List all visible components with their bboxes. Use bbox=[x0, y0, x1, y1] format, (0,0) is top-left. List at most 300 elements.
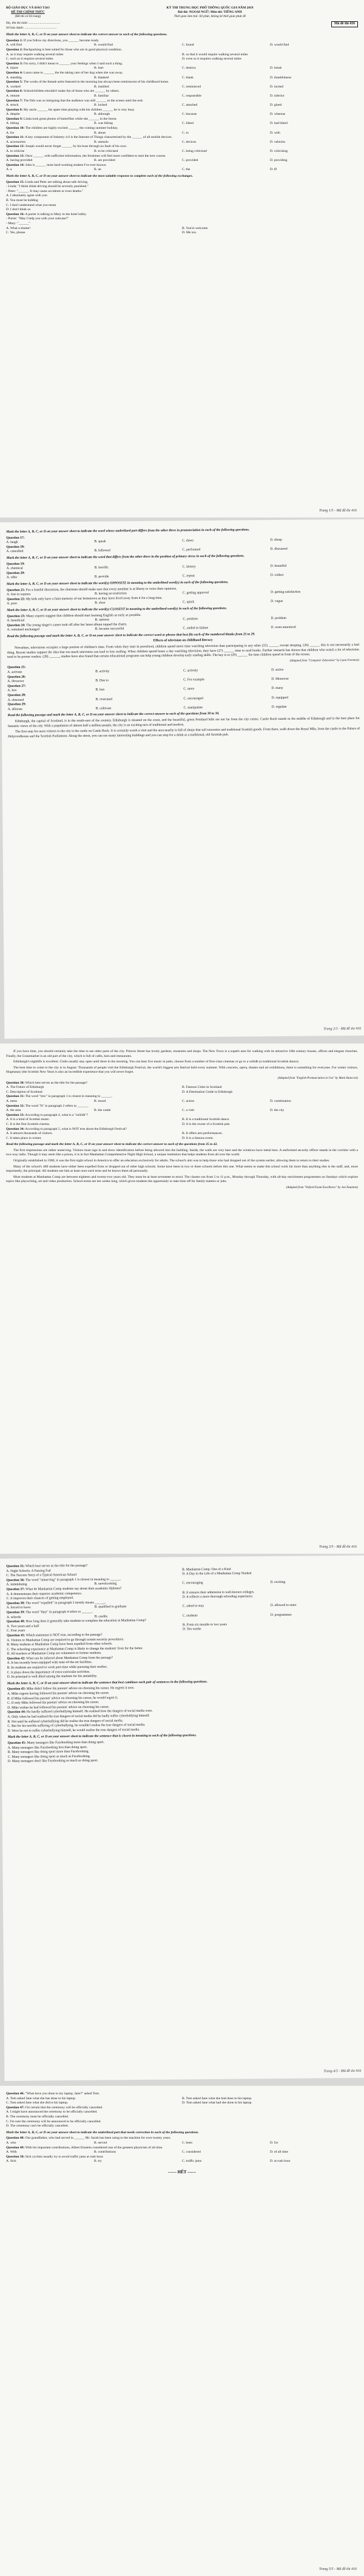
answer-options bbox=[6, 112, 358, 117]
exam-page-5 bbox=[0, 2086, 364, 2576]
passage-1-text: Nowadays, televisions occupies a large portion of children's time. From when they start in preschool, children spend more time watching television than participating in any other (25) ______ except sleeping. (26) ______ this is not necessarily a bad thing. Recent studies support the idea that too much television can lead to less reading. When children spend hours a day watching television, they have (27) ______ time to read books. Further research has shown that children who watch a lot of television tend to be poorer readers. (28) ______, studies have also found that certain educational programs can help young children develop early reading skills. The key is to (29) ______ the time children spend in front of the screen. bbox=[7, 643, 359, 660]
instruction-8: Read the following passage and mark the letter A, B, C, or D on your answer sheet to indicate the correct answer to each of the questions from 30 to 34. bbox=[7, 712, 220, 718]
answer-option: D. exciting bbox=[270, 1580, 286, 1585]
answer-option: D. would find bbox=[270, 43, 289, 47]
answer-option: B. opinion bbox=[95, 618, 110, 622]
answer-option: C. being criticised bbox=[182, 149, 207, 154]
instruction-6: Mark the letter A, B, C, or D on your answer sheet to indicate the word(s) CLOSEST in meaning to the underlined word(s) in each of the following questions. bbox=[7, 606, 228, 612]
answer-option: A. cancelled bbox=[6, 550, 24, 554]
reading-1-questions bbox=[6, 1081, 358, 1141]
answer-option: C. But for his terrible suffering of cyberbullying, he wouldn't realise the true dangers of social media. bbox=[7, 1723, 146, 1729]
answer-option: A. Two years and a half bbox=[6, 1624, 39, 1628]
exam-page-3 bbox=[0, 1044, 364, 1554]
answer-option: A. It attracts thousands of visitors. bbox=[6, 1132, 53, 1136]
answer-option: A. Mike regrets having followed his parents' advice on choosing his career. bbox=[7, 1691, 110, 1696]
answer-options bbox=[6, 185, 358, 213]
answer-option: D. sheep bbox=[270, 538, 282, 542]
answer-options bbox=[6, 1109, 358, 1113]
passage-1-title: Effects of television on childhood literacy bbox=[153, 638, 213, 643]
answer-option: C. found bbox=[182, 43, 194, 47]
answer-option: C. If only Mike followed his parents' advice on choosing his career. bbox=[7, 1700, 99, 1706]
answer-option: A. activate bbox=[7, 670, 22, 674]
answer-option: C. getting approval bbox=[183, 591, 209, 595]
question-text: My kids only have a faint memory of our hometown as they have lived away from it for a long time. bbox=[25, 596, 163, 601]
answer-option: A. The Future of Edinburgh bbox=[6, 1085, 44, 1090]
answer-options bbox=[8, 1743, 360, 1764]
answer-options bbox=[6, 1099, 358, 1104]
answer-option: A. Night Schools: A Passing Fad bbox=[6, 1568, 51, 1573]
answer-option: A. despite bbox=[6, 112, 20, 117]
question-item bbox=[6, 1104, 358, 1113]
question-item bbox=[6, 62, 358, 71]
question-stem bbox=[6, 154, 358, 159]
answer-option: B. although bbox=[94, 112, 110, 117]
page-footer-3: Trang 3/5 - Mã đề thi 416 bbox=[318, 1545, 357, 1549]
question-number: Question 17: bbox=[6, 536, 25, 540]
answer-option: D. Mike wishes he had followed his parents' advice on choosing his career. bbox=[7, 1705, 110, 1710]
answer-option: A. remote bbox=[6, 94, 20, 98]
closest-questions bbox=[7, 611, 359, 632]
answer-option: C. dawn bbox=[182, 539, 194, 543]
answer-option: B. overrated bbox=[95, 697, 113, 702]
exchange-list bbox=[6, 180, 358, 236]
question-item bbox=[7, 1654, 359, 1680]
question-item bbox=[6, 2106, 358, 2129]
answer-option: C. It improves their chances of getting employed. bbox=[6, 1596, 74, 1601]
answer-option: C. ended in failure bbox=[183, 626, 209, 630]
question-number: Question 19: bbox=[6, 562, 25, 566]
question-stem bbox=[6, 62, 358, 67]
exam-page-2 bbox=[0, 519, 364, 1039]
question-number: Question 30: bbox=[6, 1081, 25, 1085]
answer-option: B. would find bbox=[94, 43, 113, 47]
question-text: The word "expelled" in paragraph 3 mostly means ______. bbox=[24, 1601, 106, 1605]
answer-option: D. with bbox=[270, 131, 280, 135]
exam-time: Thời gian làm bài: 60 phút, không kể thời gian phát đề bbox=[174, 15, 246, 18]
answer-option: B. It is a traditional Scottish dance. bbox=[182, 1118, 230, 1122]
instruction-7: Read the following passage and mark the letter A, B, C, or D on your answer sheet to indicate the correct word or phrase that best fits each of the numbered blanks from 25 to 29. bbox=[7, 632, 255, 638]
question-text: The word "mix" in paragraph 1 is closest in meaning to ______. bbox=[24, 1095, 113, 1099]
question-number: Question 47: bbox=[6, 2105, 25, 2110]
answer-option: D. Tom asked Jane what had she done to his laptop. bbox=[182, 2101, 252, 2105]
page-footer-4: Trang 4/5 - Mã đề thi 416 bbox=[323, 2069, 362, 2074]
answer-option: C. reminisced bbox=[182, 84, 201, 89]
answer-option: D. Ø bbox=[270, 168, 277, 172]
answer-option: C. Description of Scotland bbox=[6, 1090, 42, 1094]
answer-option: D. programmes bbox=[270, 1613, 292, 1617]
question-number: Question 12: bbox=[6, 145, 25, 149]
answer-option: B. It ensures their admission to well-known colleges. bbox=[182, 1590, 255, 1594]
question-text: If you follow my directions, you ______ become ready. bbox=[22, 38, 99, 43]
question-item bbox=[6, 1113, 358, 1127]
answer-option: A. It has recently been equipped with state-of-the-art facilities. bbox=[7, 1661, 92, 1666]
answer-option: C. It is the first Scottish cinema. bbox=[6, 1122, 50, 1126]
passage-2-para-2: The first stop for most visitors to the city is the castle on Castle Rock. It is certainly worth a visit and the area nearby is full of shops that sell souvenirs and traditional Scottish goods. From there, walk down the Royal Mile, from the castle to the Palace of Holyroodhouse and the Scottish Parliament. Along the street, you can see many interesting buildings and you can stop for a drink at a traditional, old Scottish pub. bbox=[8, 726, 360, 739]
question-text: Many experts suggest that children should start learning English as early as possible. bbox=[25, 613, 141, 618]
answer-option: C. repeat bbox=[182, 574, 195, 578]
combine-questions bbox=[7, 1684, 360, 1734]
instruction-3: Mark the letter A, B, C, or D on your answer sheet to indicate the word whose underlined part differs from the other three in pronunciation in each of the following questions. bbox=[6, 528, 250, 534]
question-number: Question 13: bbox=[6, 154, 25, 158]
answer-option: B. Due to bbox=[95, 678, 109, 683]
answer-option: D. criticising bbox=[270, 149, 288, 154]
question-text: With his important contributions, Albert Einstein considered one of the greatest physicists of all time. bbox=[24, 2145, 163, 2150]
question-text: "What have you done to my laptop, Jane?" asked Tom. bbox=[24, 2092, 100, 2096]
answer-option: B. so that it would require walking several miles bbox=[182, 52, 248, 56]
answer-option: A. for bbox=[6, 131, 15, 135]
answer-option: D. discussed bbox=[270, 547, 288, 552]
answer-option: C. devices bbox=[182, 140, 197, 144]
answer-options bbox=[6, 2141, 358, 2146]
answer-option: C. such as it requires several miles bbox=[6, 57, 53, 61]
answer-option: C. attached bbox=[182, 103, 198, 108]
answer-option: B. You must be kidding bbox=[6, 198, 38, 202]
question-item bbox=[6, 2146, 358, 2155]
question-item bbox=[6, 39, 358, 48]
passage-2-para-3: If you have time, you should certainly take the time to see other parts of the city. Princes Street has lovely gardens, museums and shops. The New Town is a superb area for walking with its attractive 18th century houses, offices and elegant churches. Finally, the Grassmarket is an old part of the city, which is full of cafés, bars and restaurants. bbox=[6, 1050, 358, 1058]
answer-option: D. beautiful bbox=[270, 564, 287, 569]
answer-options bbox=[6, 159, 358, 163]
answer-option: D. for bbox=[270, 2140, 278, 2145]
answer-options bbox=[7, 1658, 359, 1679]
question-stem bbox=[6, 1081, 358, 1086]
question-text: According to paragraph 5, what is NOT true about the Edinburgh Festival? bbox=[24, 1127, 127, 1131]
answer-option: A. struck bbox=[6, 103, 19, 108]
answer-option: B. horrific bbox=[94, 565, 109, 570]
answer-option: B. Many teenagers like doing sport more than Facebooking. bbox=[7, 1749, 90, 1755]
answer-option: D. Many teenagers don't like Facebooking as much as doing sport. bbox=[7, 1758, 98, 1764]
question-stem bbox=[6, 1113, 358, 1118]
answer-option: A. What a shame! bbox=[6, 226, 31, 230]
answer-option: C. provided bbox=[182, 159, 198, 163]
question-text: Schoolchildren shouldn't make fun of those who are ______ by others. bbox=[22, 89, 120, 94]
question-item bbox=[6, 135, 358, 145]
answer-option: C. destroy bbox=[182, 66, 196, 70]
answer-option: - Peter: "______. It may cause accidents or even deaths." bbox=[6, 189, 84, 193]
answer-option: D. It reflects a more thorough schooling experience. bbox=[182, 1594, 254, 1599]
answer-option: C. responsible bbox=[182, 94, 202, 98]
answer-option: B. cultivate bbox=[95, 706, 112, 711]
answer-option: A. having provided bbox=[6, 159, 33, 163]
question-number: Question 46: bbox=[6, 2092, 25, 2096]
answer-option: D. at rush hour bbox=[270, 2159, 291, 2164]
answer-option: A. few bbox=[7, 689, 17, 693]
answer-option: B. contributions bbox=[94, 2150, 116, 2154]
answer-option: D. incited bbox=[270, 84, 284, 89]
answer-option: D. Ten weeks bbox=[183, 1627, 201, 1631]
answer-option: D. combination bbox=[270, 1099, 291, 1103]
question-number: Question 11: bbox=[6, 135, 24, 140]
answer-option: D. glued bbox=[270, 103, 282, 108]
answer-option: B. Many students at Manhattan Comp have been expelled from other schools. bbox=[7, 1642, 113, 1647]
question-stem bbox=[6, 117, 358, 122]
question-stem bbox=[6, 2092, 358, 2097]
question-number: Question 1: bbox=[6, 38, 23, 43]
question-stem bbox=[6, 2146, 358, 2151]
question-number: Question 43: bbox=[7, 1687, 26, 1692]
end-mark: ------ HẾT ------ bbox=[167, 2169, 197, 2175]
answer-option: D. inferior bbox=[270, 94, 285, 98]
question-text: My uncle ______ his spare time playing with his children ______ he is very busy. bbox=[22, 108, 135, 112]
question-item bbox=[8, 1738, 360, 1765]
answer-option: A. worked bbox=[6, 84, 21, 89]
passage-2-para-4: Edinburgh's nightlife is excellent. Clubs usually stay open until three in the morning. You can hear live music in pubs, choose from a number of first-class cinemas or go to a ceilidh (a traditional Scottish dance). bbox=[13, 1060, 299, 1064]
reading-2-questions bbox=[6, 1562, 359, 1680]
answer-option: D. vehicles bbox=[270, 140, 286, 144]
answer-option: A. poor bbox=[7, 602, 18, 606]
header-left bbox=[6, 6, 50, 19]
question-number: Question 44: bbox=[7, 1710, 26, 1715]
opposite-questions bbox=[7, 585, 359, 606]
answer-option: D. of all time bbox=[270, 2150, 288, 2154]
answer-option: D. vague bbox=[271, 600, 283, 604]
answer-option: B. about bbox=[94, 131, 106, 135]
answer-option: D. whereas bbox=[270, 112, 286, 117]
question-number: Question 48: bbox=[6, 2136, 25, 2140]
answer-option: C. a visit bbox=[182, 1109, 195, 1113]
exam-title: KỲ THI TRUNG HỌC PHỔ THÔNG QUỐC GIA NĂM 2019 bbox=[166, 6, 254, 10]
answer-options bbox=[6, 121, 358, 126]
answer-options bbox=[7, 1635, 359, 1656]
answer-option: B. became successful bbox=[95, 627, 124, 631]
answer-option: B. hurt bbox=[94, 66, 104, 70]
answer-option: B. qualified to graduate bbox=[94, 1605, 127, 1609]
question-item bbox=[6, 213, 358, 236]
question-item bbox=[6, 108, 358, 117]
question-number: Question 23: bbox=[7, 614, 25, 618]
ministry-name: BỘ GIÁO DỤC VÀ ĐÀO TẠO bbox=[6, 6, 50, 10]
question-item bbox=[7, 1707, 359, 1734]
question-item bbox=[6, 1095, 358, 1104]
answer-option: C. considered bbox=[182, 2150, 201, 2154]
answer-option: B. Manhattan Comp: One of a Kind bbox=[182, 1567, 231, 1571]
question-text: The works of the female artist featured in the morning has always been reminiscent of his childhood home. bbox=[22, 80, 169, 84]
answer-option: C. I'm sure the ceremony will be announced to be officially cancelled. bbox=[6, 2119, 101, 2123]
question-text: Many teenagers like Facebooking more than doing sport. bbox=[25, 1740, 105, 1745]
candidate-name-field: Họ, tên thí sinh: ..................................... bbox=[6, 21, 61, 25]
question-text: Which best serves as the title for the passage? bbox=[24, 1563, 88, 1568]
question-stem bbox=[6, 71, 358, 76]
answer-option: C. traffic jams bbox=[182, 2159, 202, 2164]
question-number: Question 41: bbox=[7, 1633, 25, 1638]
answer-option: D. many bbox=[271, 686, 283, 691]
answer-option: A. With bbox=[6, 2150, 17, 2154]
question-text: Our grandfather, who had served in ______ Mr. Sarah has been using to the machine for over twenty years. bbox=[24, 2136, 171, 2140]
answer-option: A. chemical bbox=[6, 566, 23, 571]
question-number: Question 9: bbox=[6, 117, 23, 121]
answer-option: C. asked to stay bbox=[182, 1604, 204, 1608]
question-text: The film was so intriguing that the audience was still ______ to the screen until the end. bbox=[22, 98, 143, 103]
answer-option: C. encouraging bbox=[182, 1581, 203, 1585]
question-item bbox=[7, 1684, 359, 1710]
question-number: Question 45: bbox=[7, 1741, 26, 1745]
question-text: Which statement is NOT true, according to the passage? bbox=[25, 1633, 103, 1638]
answer-option: B. speak bbox=[94, 539, 106, 544]
question-text: I'm sorry, I didn't mean to ______ your feelings when I said such a thing. bbox=[22, 61, 123, 66]
answer-option: D. providing bbox=[270, 159, 288, 163]
answer-option: C. history bbox=[182, 565, 196, 569]
answer-option: A. injure bbox=[6, 66, 18, 70]
instruction-2: Mark the letter A, B, C, or D on your answer sheet to indicate the most suitable response to complete each of the following exchanges. bbox=[6, 174, 194, 178]
answer-options bbox=[6, 53, 358, 62]
answer-option: B. familiar bbox=[94, 94, 109, 98]
question-text: How long does it generally take students to complete the education at Manhattan Comp? bbox=[25, 1619, 147, 1624]
answer-option: B. the castle bbox=[94, 1109, 111, 1113]
question-number: Question 16: bbox=[6, 212, 25, 216]
official-label: ĐỀ THI CHÍNH THỨC bbox=[11, 10, 45, 14]
answer-option: A. accessories bbox=[6, 140, 25, 144]
question-stem bbox=[6, 126, 358, 131]
question-number: Question 38: bbox=[6, 1601, 25, 1605]
candidate-row bbox=[6, 21, 358, 30]
answer-option: A. Many teenagers like Facebooking less than doing sport. bbox=[7, 1745, 88, 1750]
exam-code-box: Mã đề thi 416 bbox=[331, 21, 358, 27]
answer-option: D. active bbox=[271, 668, 284, 672]
question-item bbox=[7, 1631, 359, 1657]
question-item bbox=[6, 2155, 358, 2164]
question-stem bbox=[6, 163, 358, 168]
answer-option: C. Many teenagers like doing sport as much as Facebooking. bbox=[7, 1754, 91, 1759]
answer-options bbox=[6, 43, 358, 48]
question-stem bbox=[6, 80, 358, 85]
passage-3-para-3: Many of the school's 400 students have either been expelled from or dropped out of other high schools. Some have been in two or three schools before this one. What seems to make this school work far more than anything else is the staff, and, more importantly, the principal. All students see him at least once each term and he knows them all personally. bbox=[6, 1164, 358, 1174]
exam-subject: Bài thi: NGOẠI NGỮ; Môn thi: TIẾNG ANH bbox=[178, 10, 242, 14]
question-number: Question 34: bbox=[6, 1127, 25, 1131]
answer-option: D. the city bbox=[270, 1109, 285, 1113]
answer-option: C. encouraged bbox=[183, 696, 203, 700]
instruction-5: Mark the letter A, B, C, or D on your answer sheet to indicate the word(s) OPPOSITE in meaning to the underlined word(s) in each of the following questions. bbox=[6, 580, 229, 586]
answer-option: A. the area bbox=[6, 1109, 21, 1113]
answer-option: A. will find bbox=[6, 43, 22, 47]
answer-option: D. even so it requires walking several miles bbox=[182, 57, 241, 61]
page-footer-5: Trang 5/5 - Mã đề thi 416 bbox=[318, 2567, 357, 2572]
answer-options bbox=[7, 1686, 359, 1710]
answer-options bbox=[6, 76, 358, 81]
answer-option: B. try bbox=[94, 2159, 102, 2164]
instruction-12: Mark the letter A, B, C, or D on your answer sheet to indicate the underlined part that needs correction in each of the following questions. bbox=[6, 2130, 199, 2134]
question-number: Question 37: bbox=[6, 1587, 25, 1591]
question-text: He hardly suffered cyberbullying himself. He realised how the dangers of social media were. bbox=[25, 1709, 153, 1715]
answer-option: A. obsessed bbox=[7, 698, 24, 702]
question-stem bbox=[6, 1104, 358, 1109]
answer-option: A. forced to leave bbox=[6, 1605, 31, 1610]
exam-header bbox=[6, 6, 358, 19]
answer-option: C. to bbox=[182, 131, 189, 135]
question-number: Question 18: bbox=[6, 545, 25, 549]
exam-page-1 bbox=[0, 0, 364, 518]
answer-option: A. I absolutely agree with you bbox=[6, 194, 47, 198]
question-number: Question 50: bbox=[6, 2154, 25, 2159]
question-number: Question 21: bbox=[6, 588, 25, 592]
answer-option: B. mood bbox=[94, 1099, 106, 1103]
question-item bbox=[6, 117, 358, 126]
answer-option: A. as it may require walking several miles bbox=[6, 52, 64, 56]
passage-3-para-1: The first impressions are rather unnerving. Visitors must sign in and show identification before being allowed into the building. Inside, the walls are very bare and the windows have metal bars. A uniformed security officer stands in the corridor with a two-way radio. Though it may seem like a prison, it is in fact Manhattan Comprehensive Night High School, a unique institution that helps students from all over the world. bbox=[6, 1148, 358, 1157]
question-stem bbox=[6, 108, 358, 113]
answer-options bbox=[6, 1118, 358, 1127]
answer-option: C. action bbox=[182, 1099, 195, 1103]
answer-option: A. Sick bbox=[6, 2159, 16, 2164]
answer-option: B. followed bbox=[94, 548, 110, 553]
error-questions bbox=[6, 2136, 358, 2164]
question-item bbox=[6, 80, 358, 89]
answer-option: D. thankfulness bbox=[270, 75, 292, 80]
answer-option: A. to criticise bbox=[6, 149, 25, 154]
answer-option: B. Famous Cities in Scotland bbox=[182, 1085, 222, 1090]
question-stem bbox=[6, 48, 358, 53]
question-item bbox=[6, 71, 358, 80]
answer-options bbox=[6, 2097, 358, 2106]
instruction-4: Mark the letter A, B, C, or D on your answer sheet to indicate the word that differs from the other three in the position of primary stress in each of the following questions. bbox=[6, 554, 244, 560]
question-item bbox=[6, 126, 358, 135]
page-footer-2: Trang 2/5 - Mã đề thi 416 bbox=[323, 1027, 362, 1031]
answer-option: B. instilled bbox=[94, 84, 109, 89]
question-item bbox=[6, 2092, 358, 2106]
question-number: Question 25: bbox=[7, 666, 26, 670]
answer-option: D. problem bbox=[271, 616, 286, 621]
candidate-number-field: Số báo danh: ...................................... bbox=[6, 26, 57, 30]
answer-option: D. allowed to enter bbox=[270, 1604, 297, 1608]
question-number: Question 10: bbox=[6, 126, 25, 131]
answer-option: C. hiked bbox=[182, 121, 194, 126]
answer-option: B. From six months to two years bbox=[182, 1622, 228, 1627]
answer-option: C. been bbox=[182, 2140, 193, 2145]
question-number: Question 39: bbox=[6, 1610, 25, 1614]
question-stem bbox=[6, 99, 358, 104]
question-text: The word "they" in paragraph 4 refers to ______. bbox=[25, 1610, 93, 1614]
question-text: Linda and Peter are talking about safe driving. bbox=[24, 180, 89, 184]
answer-option: C. Tom asked Jane what she did to his laptop. bbox=[6, 2101, 69, 2105]
answer-option: A. I might have announced the ceremony to be officially cancelled. bbox=[6, 2110, 98, 2114]
answer-option: - Mary: "______" bbox=[6, 221, 30, 225]
question-number: Question 27: bbox=[7, 684, 26, 688]
answer-option: C. manipulate bbox=[183, 705, 203, 710]
answer-option: C. because bbox=[182, 112, 197, 117]
question-item bbox=[6, 99, 358, 108]
question-number: Question 49: bbox=[6, 2145, 25, 2150]
question-item bbox=[6, 48, 358, 62]
question-number: Question 2: bbox=[6, 47, 23, 52]
rewrite-questions bbox=[8, 1738, 360, 1765]
pages-note: (Đề thi có 04 trang) bbox=[15, 15, 41, 18]
answer-option: A. beneficial bbox=[7, 618, 25, 623]
answer-option: A. hiking bbox=[6, 121, 19, 126]
answer-option: C. actively bbox=[183, 669, 198, 673]
answer-option: D. All teachers at Manhattan Comp are volunteers or former students. bbox=[7, 1651, 102, 1656]
question-text: A porter is talking to Mary in the hotel lobby. bbox=[24, 212, 87, 216]
answer-option: C. For example bbox=[183, 678, 204, 682]
question-number: Question 32: bbox=[6, 1104, 25, 1108]
passage-3-para-4: Most students at Manhattan Comp are between eighteen and twenty-two years old. They must be at least seventeen to enrol. The classes run from 5 to 11 p.m., Monday through Thursday, with all-day enrichment programmes on Sundays which explore topics like playwriting, art and video production. School terms are ten weeks long, which gives students the opportunity to take time off for family matters or jobs. bbox=[6, 1175, 358, 1184]
answer-option: C. the bbox=[182, 168, 190, 172]
question-item bbox=[6, 2136, 358, 2145]
question-stem bbox=[6, 145, 358, 149]
answer-option: A. It demonstrates their superior academic competence. bbox=[6, 1591, 83, 1596]
question-number: Question 36: bbox=[6, 1578, 25, 1582]
answer-option: B. served bbox=[94, 2140, 107, 2145]
question-stem bbox=[6, 213, 358, 217]
question-text: Laura came to ______ the the taking care of her dog when she was away. bbox=[22, 70, 123, 75]
question-number: Question 24: bbox=[7, 623, 25, 627]
question-number: Question 22: bbox=[7, 597, 25, 601]
answer-options bbox=[6, 66, 358, 71]
answer-options bbox=[7, 1712, 359, 1734]
question-item bbox=[6, 1127, 358, 1141]
question-stem bbox=[6, 2136, 358, 2141]
question-text: John is ______ most hard-working student I've ever known. bbox=[24, 163, 107, 167]
answer-options bbox=[6, 2110, 358, 2128]
question-item bbox=[6, 180, 358, 213]
